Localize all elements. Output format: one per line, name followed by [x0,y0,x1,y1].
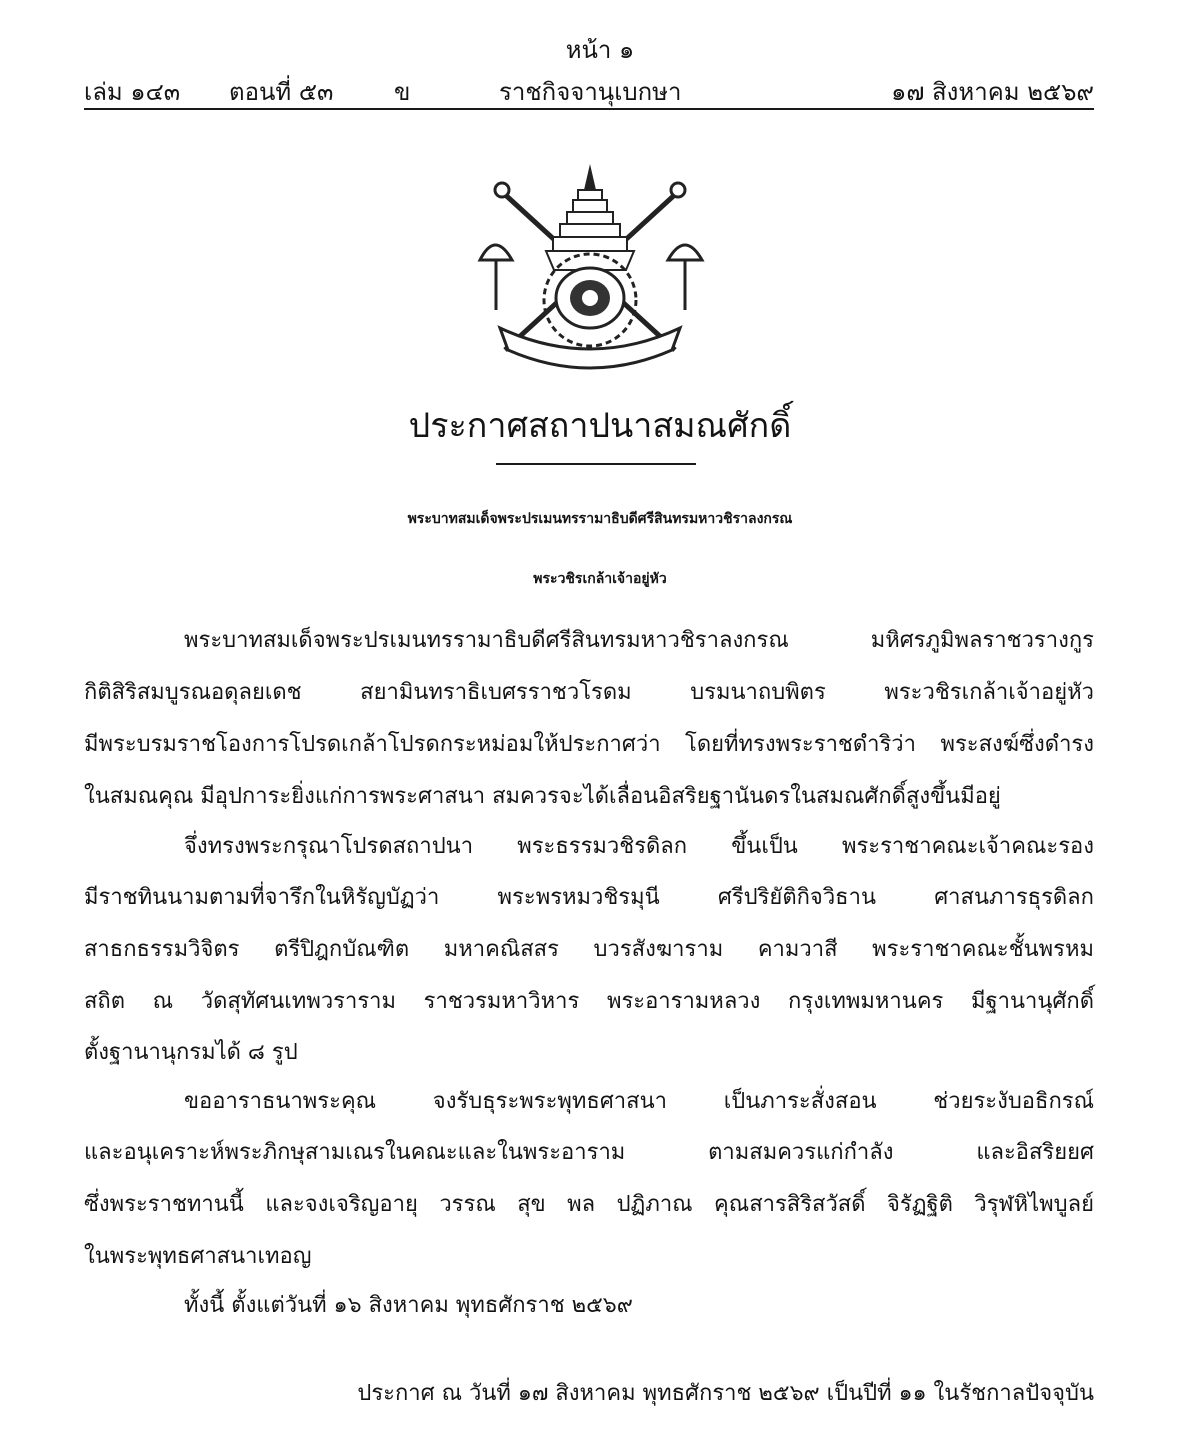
body-line: สาธกธรรมวิจิตร ตรีปิฎกบัณฑิต มหาคณิสสร บวรสังฆาราม คามวาสี พระราชาคณะชั้นพรหม [84,937,1094,962]
body-line: ในพระพุทธศาสนาเทอญ [84,1244,312,1269]
page-number: หน้า ๑ [565,36,635,64]
king-name-line-2: พระวชิรเกล้าเจ้าอยู่หัว [533,571,667,587]
king-name-line-1: พระบาทสมเด็จพระปรเมนทรรามาธิบดีศรีสินทรมหาวชิราลงกรณ [407,511,793,527]
gazette-name: ราชกิจจานุเบกษา [499,78,682,106]
announcement-title: ประกาศสถาปนาสมณศักดิ์ [408,406,792,446]
body-line: จึ่งทรงพระกรุณาโปรดสถาปนา พระธรรมวชิรดิลก ขึ้นเป็น พระราชาคณะเจ้าคณะรอง [184,834,1094,859]
body-line: กิติสิริสมบูรณอดุลยเดช สยามินทราธิเบศรราชวโรดม บรมนาถบพิตร พระวชิรเกล้าเจ้าอยู่หัว [84,680,1094,705]
announcement-body [84,0,1094,1433]
body-line: และอนุเคราะห์พระภิกษุสามเณรในคณะและในพระอาราม ตามสมควรแก่กำลัง และอิสริยยศ [84,1140,1094,1165]
body-line: ขออาราธนาพระคุณ จงรับธุระพระพุทธศาสนา เป็นภาระสั่งสอน ช่วยระงับอธิกรณ์ [184,1089,1094,1114]
body-line: ตั้งฐานานุกรมได้ ๘ รูป [84,1040,298,1065]
proclamation-date-line: ประกาศ ณ วันที่ ๑๗ สิงหาคม พุทธศักราช ๒๕๖๙ เป็นปีที่ ๑๑ ในรัชกาลปัจจุบัน [357,1381,1094,1406]
body-line: ซึ่งพระราชทานนี้ และจงเจริญอายุ วรรณ สุข พล ปฏิภาณ คุณสารสิริสวัสดิ์ จิรัฏฐิติ วิรุฬหิไพบูลย์ [84,1192,1094,1217]
blessing-paragraph [84,1072,1094,1073]
body-line: สถิต ณ วัดสุทัศนเทพวราราม ราชวรมหาวิหาร พระอารามหลวง กรุงเทพมหานคร มีฐานานุศักดิ์ [84,989,1094,1014]
announcement-body-continued [84,1072,1094,1192]
volume-label: เล่ม ๑๔๓ [84,78,181,106]
body-line: ในสมณคุณ มีอุปการะยิ่งแก่การพระศาสนา สมควรจะได้เลื่อนอิสริยฐานันดรในสมณศักดิ์สูงขึ้นมีอยู่ [84,784,1001,809]
issue-date: ๑๗ สิงหาคม ๒๕๖๙ [891,78,1094,106]
body-line: พระบาทสมเด็จพระปรเมนทรรามาธิบดีศรีสินทรมหาวชิราลงกรณ มหิศรภูมิพลราชวรางกูร [184,628,1094,653]
part-label: ข [394,78,411,106]
section-label: ตอนที่ ๕๓ [229,78,334,106]
body-line: ทั้งนี้ ตั้งแต่วันที่ ๑๖ สิงหาคม พุทธศักราช ๒๕๖๙ [184,1293,633,1318]
body-line: มีพระบรมราชโองการโปรดเกล้าโปรดกระหม่อมให้ประกาศว่า โดยที่ทรงพระราชดำริว่า พระสงฆ์ซึ่งดำรง [84,732,1094,757]
body-line: มีราชทินนามตามที่จารึกในหิรัญบัฏว่า พระพรหมวชิรมุนี ศรีปริยัติกิจวิธาน ศาสนภารธุรดิลก [84,885,1094,910]
